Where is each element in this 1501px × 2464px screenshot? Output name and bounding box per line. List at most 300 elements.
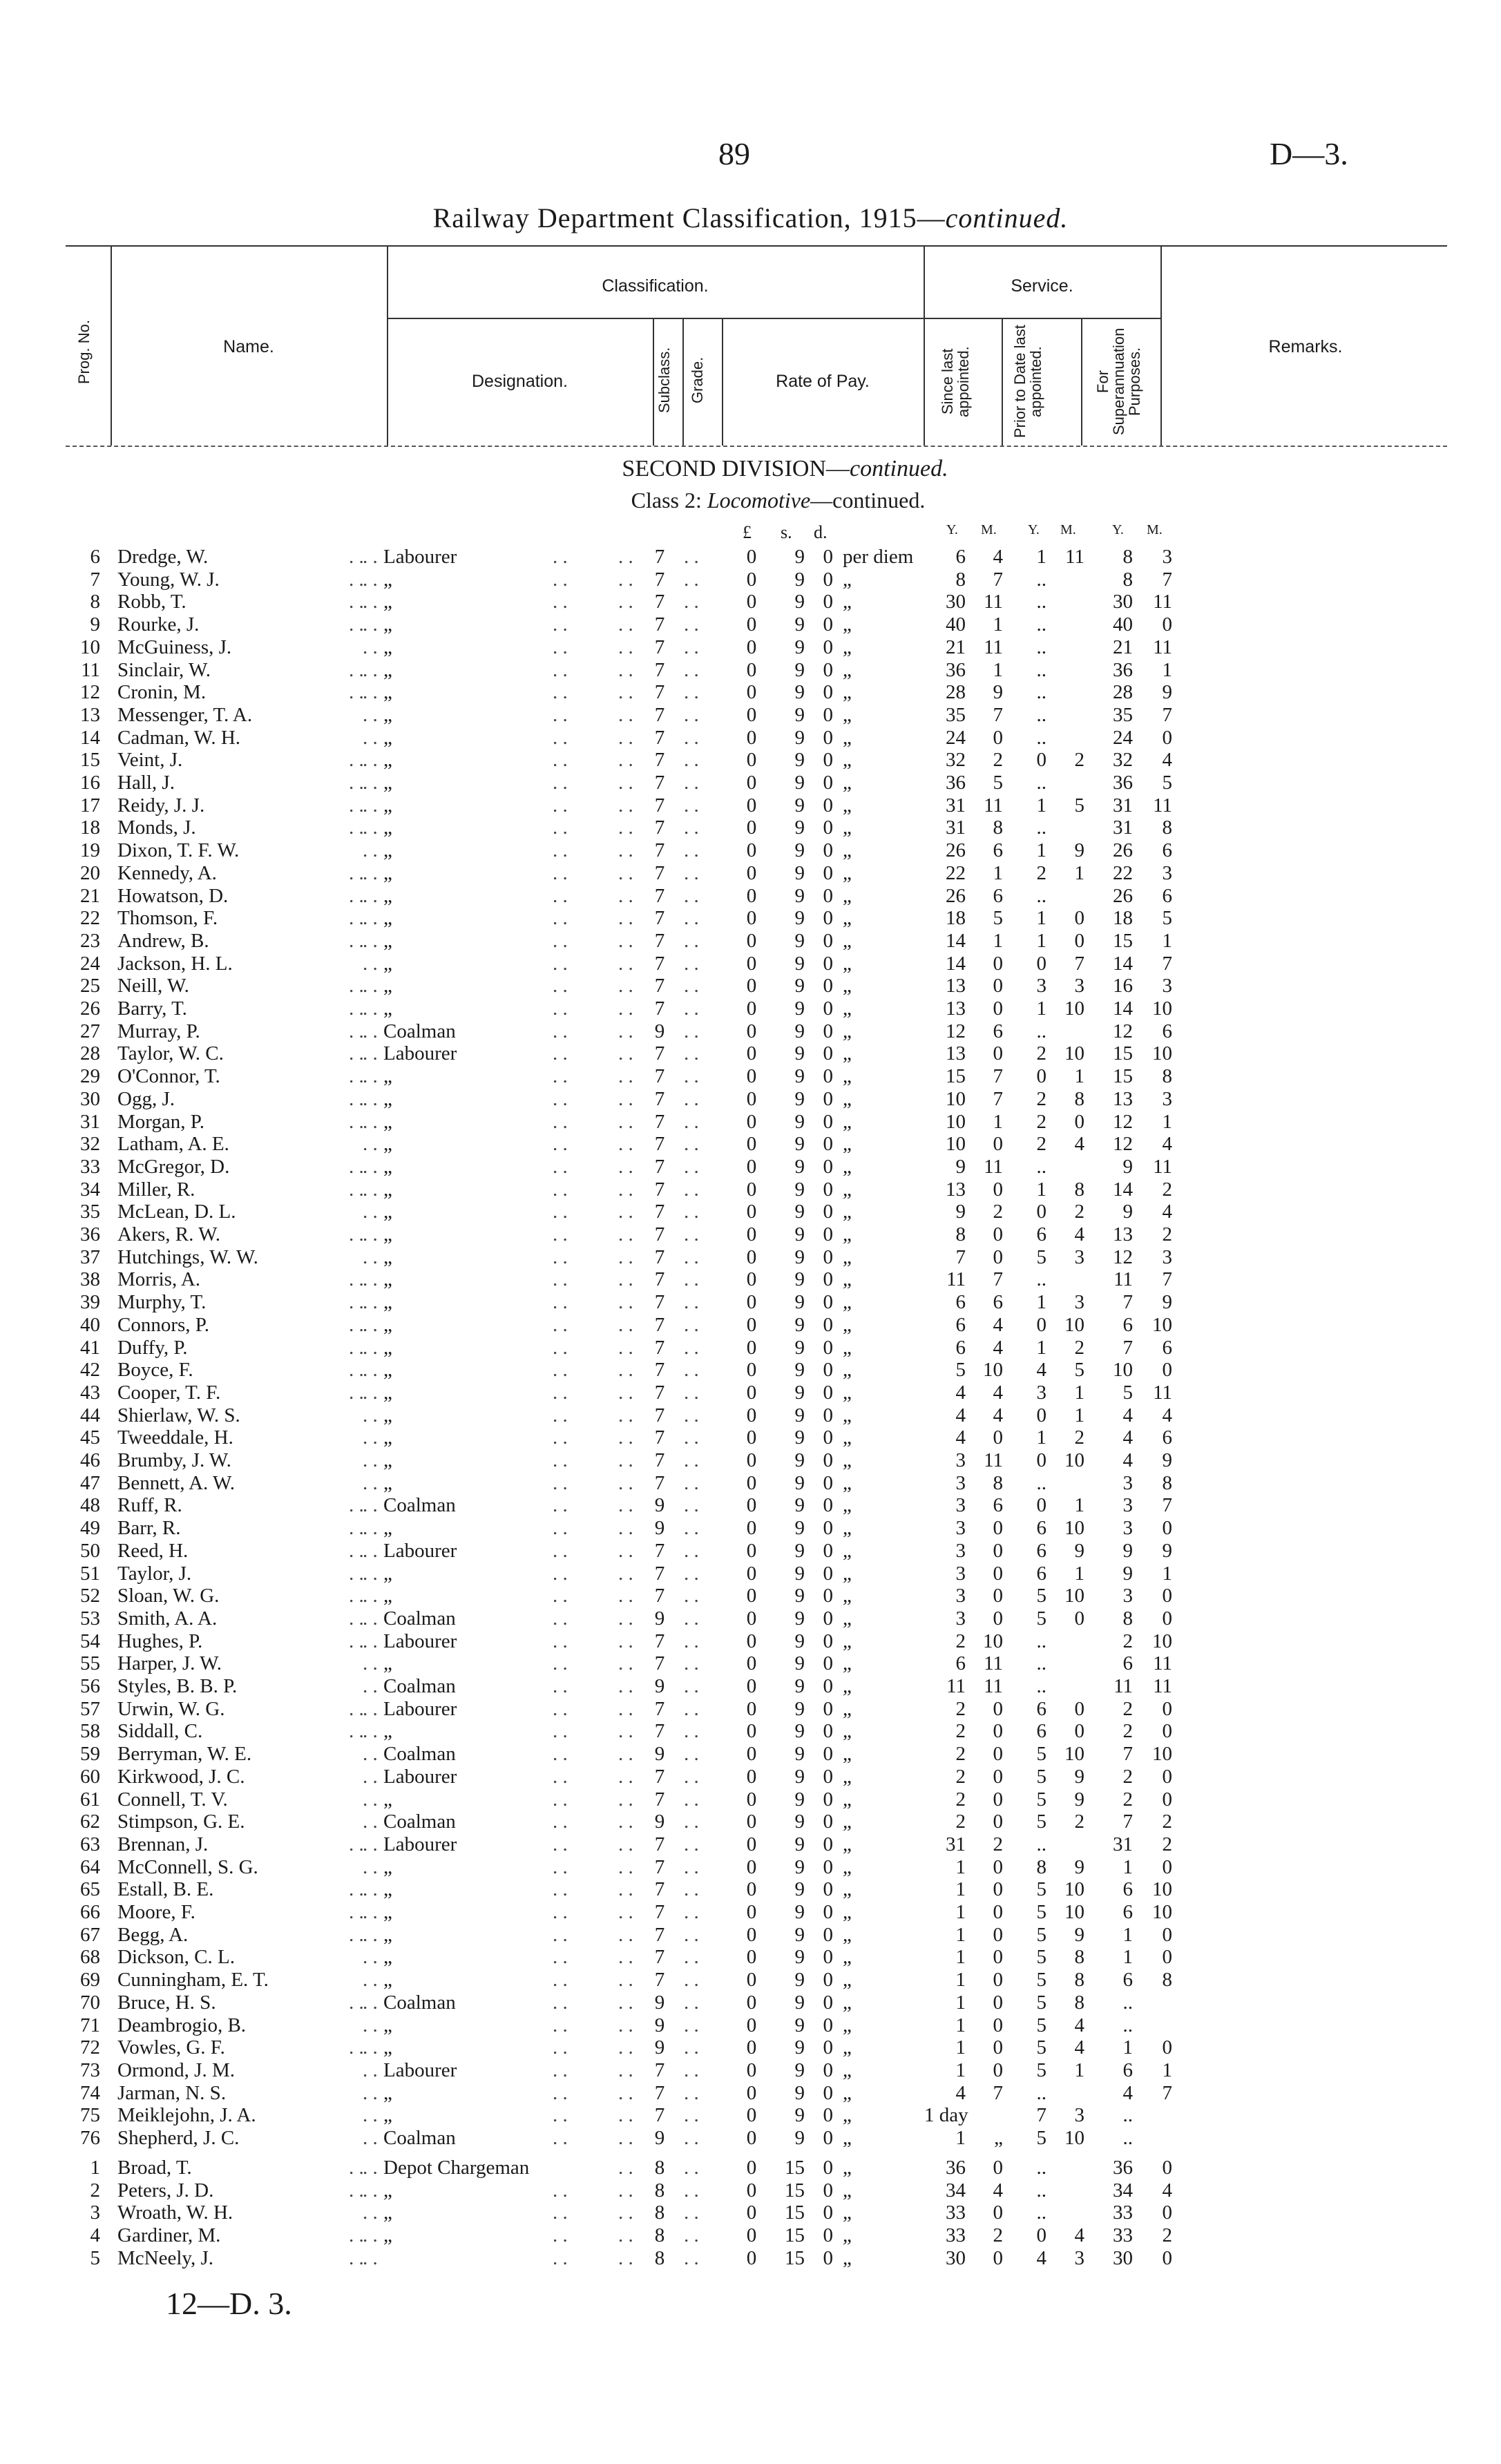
leader: . . <box>618 1630 633 1652</box>
table-row <box>0 591 1501 613</box>
since-months: 0 <box>993 975 1003 997</box>
leader: . . <box>618 794 633 816</box>
name: Meiklejohn, J. A. <box>117 2104 256 2127</box>
leader: . . <box>363 1878 378 1901</box>
table-row <box>0 1563 1501 1585</box>
prior-months: 9 <box>1074 839 1084 862</box>
prior-months: 3 <box>1074 1291 1084 1314</box>
table-row <box>0 1901 1501 1923</box>
rate-shillings: 9 <box>794 1291 805 1314</box>
table-row <box>0 885 1501 907</box>
name: Connell, T. V. <box>117 1788 228 1811</box>
since-years: 33 <box>946 2202 966 2224</box>
designation: „ <box>383 726 392 749</box>
name: Rourke, J. <box>117 613 200 636</box>
leader: . . <box>684 1201 699 1223</box>
prior-months: 1 <box>1074 2059 1084 2081</box>
since-years: 1 <box>955 1878 966 1901</box>
since-months: 8 <box>993 816 1003 839</box>
since-months: 0 <box>993 1991 1003 2014</box>
name: Kennedy, A. <box>117 861 217 884</box>
prior-months: 2 <box>1074 1201 1084 1223</box>
super-months: 7 <box>1162 568 1172 591</box>
rate-unit: „ <box>843 816 852 839</box>
rate-pounds: 0 <box>746 1517 757 1540</box>
leader: . . <box>618 2014 633 2036</box>
rate-shillings: 9 <box>794 2036 805 2059</box>
leader: . . <box>553 1788 568 1811</box>
prog-no: 41 <box>80 1336 100 1359</box>
prior-months: 11 <box>1065 546 1084 568</box>
name: Barr, R. <box>117 1517 181 1540</box>
designation: „ <box>383 1878 392 1901</box>
leader: . . <box>553 2179 568 2202</box>
rate-unit: „ <box>843 1155 852 1178</box>
name: Ruff, R. <box>117 1494 182 1517</box>
table-row <box>0 1720 1501 1742</box>
super-months: 4 <box>1162 749 1172 772</box>
leader: . . <box>553 1720 568 1743</box>
name: Murray, P. <box>117 1020 200 1042</box>
super-months: 10 <box>1152 1743 1172 1766</box>
designation: „ <box>383 658 392 681</box>
leader: . . <box>349 1517 364 1540</box>
since-years: 10 <box>946 1087 966 1110</box>
rate-pounds: 0 <box>746 1336 757 1359</box>
prog-no: 12 <box>80 681 100 704</box>
since-years: 3 <box>955 1562 966 1585</box>
rate-unit: „ <box>843 1652 852 1675</box>
name: Reidy, J. J. <box>117 794 205 816</box>
leader: . . <box>684 1110 699 1133</box>
leader: . . <box>684 568 699 591</box>
rate-pence: 0 <box>823 1426 833 1449</box>
rate-pence: 0 <box>823 1042 833 1065</box>
table-row <box>0 1314 1501 1336</box>
since-years: 12 <box>946 1020 966 1042</box>
since-months: 0 <box>993 2014 1003 2036</box>
rate-shillings: 9 <box>794 1471 805 1494</box>
subclass: 7 <box>654 1336 665 1359</box>
rate-pence: 0 <box>823 2202 833 2224</box>
table-row <box>0 1766 1501 1788</box>
rate-unit: „ <box>843 703 852 726</box>
leader: . . <box>684 2104 699 2127</box>
leader: . . <box>363 1969 378 1992</box>
prior-months: 9 <box>1074 1923 1084 1946</box>
super-months: 10 <box>1152 1878 1172 1901</box>
since-months: 11 <box>984 794 1003 816</box>
rate-shillings: 9 <box>794 1426 805 1449</box>
rate-unit: „ <box>843 861 852 884</box>
rate-pounds: 0 <box>746 1539 757 1562</box>
leader: . . <box>618 1878 633 1901</box>
prog-no: 37 <box>80 1245 100 1268</box>
prior-years: .. <box>1036 2179 1046 2202</box>
rate-pence: 0 <box>823 2036 833 2059</box>
rate-pounds: 0 <box>746 568 757 591</box>
rate-unit: „ <box>843 975 852 997</box>
leader: . . <box>553 1201 568 1223</box>
prior-months: 10 <box>1064 1517 1084 1540</box>
since-months: 0 <box>993 1539 1003 1562</box>
super-years: 24 <box>1113 726 1133 749</box>
subclass: 7 <box>654 1268 665 1291</box>
leader: . . <box>553 1517 568 1540</box>
table-row <box>0 1246 1501 1268</box>
rate-pence: 0 <box>823 2081 833 2104</box>
since-years: 31 <box>946 1833 966 1855</box>
leader: . . <box>684 1359 699 1382</box>
leader: . . <box>349 1494 364 1517</box>
prior-years: 3 <box>1036 1381 1046 1404</box>
leader: . . <box>363 1743 378 1766</box>
super-months: 0 <box>1162 1765 1172 1788</box>
designation: „ <box>383 1855 392 1878</box>
prog-no: 64 <box>80 1855 100 1878</box>
super-years: 3 <box>1122 1494 1133 1517</box>
since-years: 6 <box>955 1291 966 1314</box>
leader: . . <box>684 907 699 930</box>
since-years: 13 <box>946 975 966 997</box>
leader: . . <box>363 1855 378 1878</box>
prior-years: .. <box>1036 2157 1046 2179</box>
subclass: 7 <box>654 2104 665 2127</box>
prior-years: 5 <box>1036 1923 1046 1946</box>
rate-unit: „ <box>843 1359 852 1382</box>
super-months: 8 <box>1162 1471 1172 1494</box>
leader: . . <box>618 2081 633 2104</box>
designation: „ <box>383 1652 392 1675</box>
super-months: 10 <box>1152 1630 1172 1652</box>
leader: . . <box>618 1743 633 1766</box>
title-italic: continued. <box>945 202 1069 233</box>
since-years: 15 <box>946 1065 966 1088</box>
since-years: 4 <box>955 2081 966 2104</box>
leader: . . <box>618 907 633 930</box>
prior-months: 3 <box>1074 1245 1084 1268</box>
rate-shillings: 15 <box>785 2202 805 2224</box>
rate-pence: 0 <box>823 1471 833 1494</box>
section-title <box>0 456 1501 482</box>
rate-pounds: 0 <box>746 1087 757 1110</box>
prior-years: 5 <box>1036 1607 1046 1630</box>
leader: . . <box>618 2104 633 2127</box>
rate-shillings: 9 <box>794 1336 805 1359</box>
super-years: 18 <box>1113 907 1133 930</box>
leader: . . <box>684 1743 699 1766</box>
leader: . . <box>553 1449 568 1471</box>
table-row <box>0 1133 1501 1155</box>
rate-unit: „ <box>843 1991 852 2014</box>
rate-pounds: 0 <box>746 1743 757 1766</box>
since-years: 11 <box>946 1675 966 1697</box>
subclass: 7 <box>654 1471 665 1494</box>
prior-months: 10 <box>1064 1449 1084 1471</box>
since-years: 4 <box>955 1381 966 1404</box>
prog-no: 20 <box>80 861 100 884</box>
prior-months: 7 <box>1074 952 1084 975</box>
leader: . . <box>684 2202 699 2224</box>
rate-unit: „ <box>843 1607 852 1630</box>
since-months: 7 <box>993 2081 1003 2104</box>
subclass: 7 <box>654 1833 665 1855</box>
since-months: 1 <box>993 658 1003 681</box>
rate-unit: „ <box>843 1833 852 1855</box>
super-months: 4 <box>1162 1133 1172 1156</box>
leader: . . <box>618 1607 633 1630</box>
table-row <box>0 1698 1501 1720</box>
super-years: 9 <box>1122 1155 1133 1178</box>
rate-pounds: 0 <box>746 861 757 884</box>
since-years: 22 <box>946 861 966 884</box>
since-months: 1 <box>993 1110 1003 1133</box>
prog-no: 32 <box>80 1133 100 1156</box>
rate-shillings: 9 <box>794 1743 805 1766</box>
rate-unit: „ <box>843 2081 852 2104</box>
super-months: 0 <box>1162 1923 1172 1946</box>
rate-unit: „ <box>843 1720 852 1743</box>
leader: . . <box>553 816 568 839</box>
super-years: 3 <box>1122 1585 1133 1607</box>
designation: Coalman <box>383 1607 456 1630</box>
super-months: 7 <box>1162 1268 1172 1291</box>
name: Cooper, T. F. <box>117 1381 221 1404</box>
subclass: 7 <box>654 1065 665 1088</box>
since-months: 0 <box>993 1788 1003 1811</box>
rate-unit: „ <box>843 726 852 749</box>
name: Connors, P. <box>117 1313 209 1336</box>
leader: . . <box>349 2157 364 2179</box>
prog-no: 47 <box>80 1471 100 1494</box>
table-row <box>0 975 1501 997</box>
leader: . . <box>349 1155 364 1178</box>
prior-years: 1 <box>1036 929 1046 952</box>
leader: . . <box>618 2246 633 2269</box>
since-years: 9 <box>955 1155 966 1178</box>
leader: . . <box>363 861 378 884</box>
since-months: 0 <box>993 1517 1003 1540</box>
col-divider <box>1081 318 1082 446</box>
since-months: 10 <box>983 1359 1003 1382</box>
prior-years: 5 <box>1036 1245 1046 1268</box>
prog-no: 43 <box>80 1381 100 1404</box>
prior-months: 2 <box>1074 749 1084 772</box>
name: Urwin, W. G. <box>117 1697 225 1720</box>
rate-pence: 0 <box>823 1923 833 1946</box>
leader: . . <box>684 1946 699 1969</box>
designation: „ <box>383 636 392 658</box>
leader: . . <box>553 2014 568 2036</box>
leader: . . <box>363 1110 378 1133</box>
name: Gardiner, M. <box>117 2224 221 2247</box>
leader: . . <box>553 1336 568 1359</box>
leader: . . <box>684 1178 699 1201</box>
since-years: 1 <box>955 1969 966 1992</box>
leader: . . <box>363 658 378 681</box>
subclass: 7 <box>654 1855 665 1878</box>
rate-shillings: 15 <box>785 2157 805 2179</box>
leader: . . <box>363 1539 378 1562</box>
rate-unit: „ <box>843 2127 852 2149</box>
super-years: 15 <box>1113 1042 1133 1065</box>
prior-months: 9 <box>1074 1855 1084 1878</box>
rate-unit: „ <box>843 591 852 613</box>
rate-unit: „ <box>843 1178 852 1201</box>
prog-no: 70 <box>80 1991 100 2014</box>
leader: . . <box>553 1245 568 1268</box>
leader: . . <box>618 997 633 1020</box>
since-months: 11 <box>984 1652 1003 1675</box>
rate-shillings: 9 <box>794 1313 805 1336</box>
super-months: 4 <box>1162 2179 1172 2202</box>
leader: . . <box>553 1585 568 1607</box>
table-row <box>0 1426 1501 1449</box>
name: Thomson, F. <box>117 907 218 930</box>
leader: . . <box>349 681 364 704</box>
leader: . . <box>363 546 378 568</box>
table-row <box>0 1382 1501 1404</box>
super-years: 6 <box>1122 1652 1133 1675</box>
leader: . . <box>684 658 699 681</box>
rate-unit: „ <box>843 2104 852 2127</box>
leader: . . <box>349 1923 364 1946</box>
leader: . . <box>553 794 568 816</box>
designation: „ <box>383 1268 392 1291</box>
super-years: 8 <box>1122 568 1133 591</box>
table-row <box>0 1630 1501 1652</box>
leader: . . <box>553 1855 568 1878</box>
leader: . . <box>684 2014 699 2036</box>
designation: „ <box>383 1178 392 1201</box>
super-years: 1 <box>1122 1923 1133 1946</box>
rate-pence: 0 <box>823 907 833 930</box>
leader: . . <box>684 613 699 636</box>
super-months: 0 <box>1162 1585 1172 1607</box>
rate-pence: 0 <box>823 1607 833 1630</box>
super-months: 2 <box>1162 1811 1172 1833</box>
leader: . . <box>363 1087 378 1110</box>
prog-no: 61 <box>80 1788 100 1811</box>
name: Barry, T. <box>117 997 187 1020</box>
prior-months: 1 <box>1074 861 1084 884</box>
prior-years: 0 <box>1036 1065 1046 1088</box>
designation: „ <box>383 1471 392 1494</box>
leader: . . <box>553 1155 568 1178</box>
subclass: 7 <box>654 1223 665 1245</box>
leader: . . <box>618 861 633 884</box>
rate-shillings: 9 <box>794 1042 805 1065</box>
table-row <box>0 1494 1501 1516</box>
name: Jarman, N. S. <box>117 2081 227 2104</box>
prior-years: 4 <box>1036 2246 1046 2269</box>
leader: . . <box>618 1359 633 1382</box>
since-years: 3 <box>955 1585 966 1607</box>
subclass: 7 <box>654 975 665 997</box>
rate-pounds: 0 <box>746 1449 757 1471</box>
prior-months: 10 <box>1064 1042 1084 1065</box>
leader: . . <box>553 1562 568 1585</box>
leader: . . <box>618 591 633 613</box>
since-months: 1 <box>993 929 1003 952</box>
since-months: 0 <box>993 1607 1003 1630</box>
since-years: 2 <box>955 1811 966 1833</box>
prior-years: 0 <box>1036 2224 1046 2247</box>
rate-shillings: 15 <box>785 2179 805 2202</box>
prior-months: 5 <box>1074 794 1084 816</box>
leader: . . <box>684 1969 699 1992</box>
leader: . . <box>363 1291 378 1314</box>
subclass: 7 <box>654 1133 665 1156</box>
rate-pounds: 0 <box>746 546 757 568</box>
super-years: 26 <box>1113 839 1133 862</box>
rate-pence: 0 <box>823 636 833 658</box>
leader: . . <box>684 772 699 794</box>
rate-unit: „ <box>843 1765 852 1788</box>
designation: „ <box>383 613 392 636</box>
since-years: 1 <box>955 1946 966 1969</box>
leader: . . <box>363 1901 378 1923</box>
prior-years: .. <box>1036 2081 1046 2104</box>
prior-months: 4 <box>1074 2014 1084 2036</box>
super-years: 4 <box>1122 1404 1133 1426</box>
rate-pounds: 0 <box>746 1811 757 1833</box>
since-years: 9 <box>955 1201 966 1223</box>
super-years: 30 <box>1113 2246 1133 2269</box>
rate-pence: 0 <box>823 1652 833 1675</box>
leader: . . <box>553 1223 568 1245</box>
section-title-main: SECOND DIVISION— <box>622 456 850 481</box>
leader: . . <box>618 1788 633 1811</box>
leader: . . <box>363 1720 378 1743</box>
prog-no: 24 <box>80 952 100 975</box>
table-row <box>0 1924 1501 1946</box>
rate-shillings: 9 <box>794 2014 805 2036</box>
rate-unit: „ <box>843 1517 852 1540</box>
leader: . . <box>618 884 633 907</box>
since-years: 4 <box>955 1404 966 1426</box>
since-months: 0 <box>993 1878 1003 1901</box>
leader: . . <box>363 1585 378 1607</box>
since-years: 1 <box>955 1855 966 1878</box>
subclass: 7 <box>654 952 665 975</box>
leader: . . <box>553 929 568 952</box>
since-years: 3 <box>955 1471 966 1494</box>
designation: „ <box>383 1901 392 1923</box>
since-years: 1 <box>955 2127 966 2149</box>
rate-pounds: 0 <box>746 1110 757 1133</box>
designation: „ <box>383 1359 392 1382</box>
name: Andrew, B. <box>117 929 209 952</box>
designation: „ <box>383 1245 392 1268</box>
rate-unit: „ <box>843 1381 852 1404</box>
since-months: 0 <box>993 2036 1003 2059</box>
prior-years: .. <box>1036 1652 1046 1675</box>
prior-years: 6 <box>1036 1697 1046 1720</box>
rate-pence: 0 <box>823 1291 833 1314</box>
super-months: 6 <box>1162 1020 1172 1042</box>
since-years: 26 <box>946 884 966 907</box>
name-header: Name. <box>223 337 274 356</box>
super-years: 1 <box>1122 1946 1133 1969</box>
name: Shepherd, J. C. <box>117 2127 240 2149</box>
table-row <box>0 1111 1501 1133</box>
since-years: 40 <box>946 613 966 636</box>
since-months: 5 <box>993 907 1003 930</box>
rate-pounds: 0 <box>746 613 757 636</box>
leader: . . <box>363 952 378 975</box>
name: Taylor, W. C. <box>117 1042 224 1065</box>
